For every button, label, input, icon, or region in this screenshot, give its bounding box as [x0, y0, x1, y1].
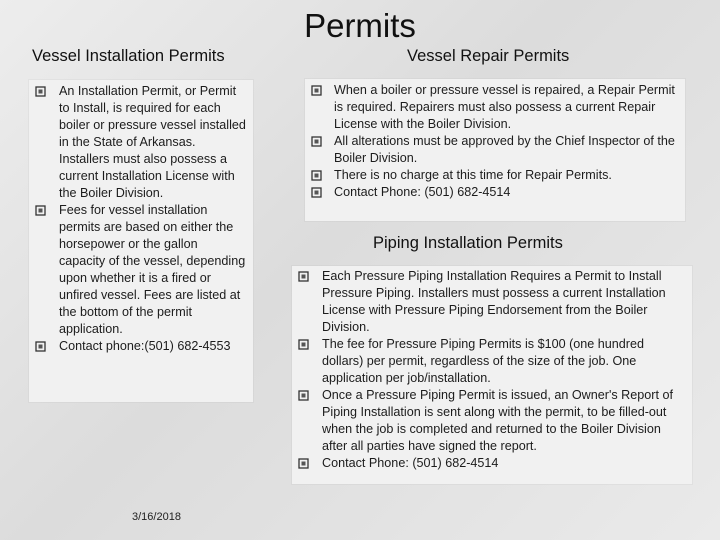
list-item	[322, 336, 686, 387]
list-item	[322, 387, 686, 455]
square-bullet-icon	[298, 390, 309, 401]
list-item	[334, 82, 679, 133]
square-bullet-icon	[35, 86, 46, 97]
square-bullet-icon	[298, 271, 309, 282]
list-item	[334, 133, 679, 167]
list-item	[322, 268, 686, 336]
slide-title: Permits	[304, 7, 416, 44]
bullet-text: Once a Pressure Piping Permit is issued, an Owner's Report of Piping Installation is sent along with the permit, to be filled-out when the job is completed and returned to the Boiler Division after all parties have signed the report.	[322, 388, 673, 453]
square-bullet-icon	[311, 187, 322, 198]
repair-bullet-list	[305, 79, 685, 201]
repair-heading: Vessel Repair Permits	[407, 47, 570, 65]
square-bullet-icon	[35, 341, 46, 352]
piping-bullet-list	[292, 266, 692, 472]
bullet-text: Contact Phone: (501) 682-4514	[322, 456, 499, 470]
bullet-text: The fee for Pressure Piping Permits is $100 (one hundred dollars) per permit, regardless of the size of the job. One application per job/installation.	[322, 337, 645, 385]
installation-panel	[29, 80, 253, 402]
square-bullet-icon	[311, 85, 322, 96]
bullet-text: Contact phone:(501) 682-4553	[59, 339, 231, 353]
list-item	[59, 202, 247, 338]
list-item	[334, 167, 679, 184]
square-bullet-icon	[35, 205, 46, 216]
list-item	[59, 83, 247, 202]
slide-date: 3/16/2018	[132, 511, 181, 523]
bullet-text: Fees for vessel installation permits are based on either the horsepower or the gallon capacity of the vessel, depending upon whether it is a fired or unfired vessel. Fees are listed at the bottom of the permit application.	[59, 203, 246, 336]
repair-panel	[305, 79, 685, 221]
list-item	[59, 338, 247, 355]
square-bullet-icon	[298, 458, 309, 469]
piping-panel	[292, 266, 692, 484]
bullet-text: Contact Phone: (501) 682-4514	[334, 185, 511, 199]
square-bullet-icon	[311, 170, 322, 181]
list-item	[334, 184, 679, 201]
list-item	[322, 455, 686, 472]
bullet-text: An Installation Permit, or Permit to Install, is required for each boiler or pressure vessel installed in the State of Arkansas. Installers must also possess a current Installation License with the Boiler Division.	[59, 84, 246, 200]
piping-heading: Piping Installation Permits	[373, 234, 563, 252]
bullet-text: Each Pressure Piping Installation Requires a Permit to Install Pressure Piping. Installers must possess a current Installation License with Pressure Piping Endorsement from the Boiler Division.	[322, 269, 666, 334]
installation-heading: Vessel Installation Permits	[32, 47, 225, 65]
square-bullet-icon	[311, 136, 322, 147]
bullet-text: There is no charge at this time for Repair Permits.	[334, 168, 612, 182]
installation-bullet-list	[29, 80, 253, 355]
square-bullet-icon	[298, 339, 309, 350]
bullet-text: When a boiler or pressure vessel is repaired, a Repair Permit is required. Repairers must also possess a current Repair License with the Boiler Division.	[334, 83, 675, 131]
bullet-text: All alterations must be approved by the Chief Inspector of the Boiler Division.	[334, 134, 675, 165]
